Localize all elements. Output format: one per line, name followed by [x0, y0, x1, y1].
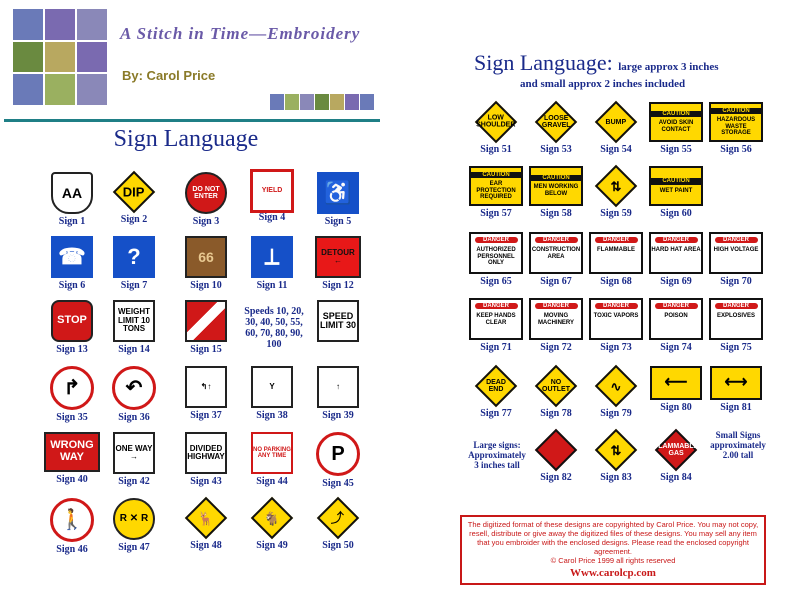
sign-graphic [649, 298, 703, 340]
sign-text: DEAD END [486, 379, 506, 393]
sign-item [104, 236, 164, 291]
sign-graphic: ↑ [317, 366, 359, 408]
large-signs-note: Large signs: Approximately 3 inches tall [468, 440, 526, 470]
sign-caption: Sign 50 [322, 540, 354, 551]
sign-caption: Sign 60 [660, 208, 692, 219]
strip-tile [345, 94, 359, 110]
speeds-note: Speeds 10, 20, 30, 40, 50, 55, 60, 70, 80, 90, 100 [244, 306, 304, 350]
sign-caption: Sign 5 [324, 216, 352, 227]
sign-item [104, 172, 164, 225]
sign-caption: Sign 39 [322, 410, 354, 421]
sign-caption: Sign 12 [322, 280, 354, 291]
logo-tile [12, 8, 44, 41]
sign-graphic [709, 232, 763, 274]
sign-text: FLAMMABLE GAS [653, 443, 699, 458]
sign-item [646, 298, 706, 353]
sign-header: DANGER [595, 237, 638, 243]
sign-item [586, 166, 646, 219]
sign-text: MEN WORKING BELOW [533, 184, 579, 197]
sign-item [586, 430, 646, 483]
sign-graphic: R ✕ R [113, 498, 155, 540]
sign-graphic: NO PARKING ANY TIME [251, 432, 293, 474]
strip-tile [360, 94, 374, 110]
sign-caption: Sign 80 [660, 402, 692, 413]
sign-graphic: ↰↑ [185, 366, 227, 408]
sign-text: NO OUTLET [542, 379, 570, 393]
sign-text: EXPLOSIVES [716, 313, 755, 320]
sign-text: TOXIC VAPORS [593, 313, 639, 320]
sign-graphic: 66 [185, 236, 227, 278]
sign-item [466, 102, 526, 155]
sign-caption: Sign 65 [480, 276, 512, 287]
sign-text: ⇅ [610, 178, 622, 194]
sign-caption: Sign 68 [600, 276, 632, 287]
sign-header: CAUTION [651, 111, 701, 117]
sign-item [466, 298, 526, 353]
sign-caption: Sign 49 [256, 540, 288, 551]
sign-caption: Sign 13 [56, 344, 88, 355]
sign-item [526, 102, 586, 155]
sign-caption: Sign 11 [256, 280, 288, 291]
sign-graphic [589, 232, 643, 274]
sign-caption: Sign 69 [660, 276, 692, 287]
sign-graphic: WEIGHT LIMIT 10 TONS [113, 300, 155, 342]
sign-item [176, 366, 236, 421]
sign-item [526, 166, 586, 219]
sign-item [586, 298, 646, 353]
sign-header: DANGER [535, 237, 578, 243]
sign-caption: Sign 40 [56, 474, 88, 485]
sign-graphic [476, 366, 516, 406]
sign-item [176, 498, 236, 551]
sign-graphic [529, 232, 583, 274]
sign-caption: Sign 15 [190, 344, 222, 355]
sign-caption: Sign 56 [720, 144, 752, 155]
sign-header: CAUTION [711, 108, 761, 114]
sign-text: KEEP HANDS CLEAR [476, 313, 516, 326]
sign-item [646, 232, 706, 287]
left-page-heading: Sign Language [113, 126, 259, 152]
site-title: A Stitch in Time—Embroidery [120, 24, 361, 43]
sign-item [646, 166, 706, 219]
sign-item [706, 366, 766, 413]
sign-graphic: YIELD [253, 172, 291, 210]
sign-text: WET PAINT [659, 187, 693, 194]
sign-caption: Sign 71 [480, 342, 512, 353]
logo-tile [12, 73, 44, 106]
sign-text: HIGH VOLTAGE [713, 247, 759, 254]
sign-item [42, 498, 102, 555]
logo-tile [12, 41, 44, 74]
sign-caption: Sign 55 [660, 144, 692, 155]
sign-text: HARD HAT AREA [651, 247, 701, 254]
sign-item [176, 432, 236, 487]
sign-item [242, 366, 302, 421]
sign-item [42, 432, 102, 485]
sign-text: DIP [123, 184, 145, 200]
right-heading-small: large approx 3 inches [618, 61, 719, 73]
sign-item [526, 430, 586, 483]
logo-tile [44, 41, 76, 74]
sign-header: CAUTION [471, 172, 521, 178]
sign-item [42, 236, 102, 291]
right-heading-main: Sign Language: [474, 50, 613, 75]
sign-graphic [709, 298, 763, 340]
sign-item [706, 232, 766, 287]
sign-item [242, 236, 302, 291]
sign-item [308, 498, 368, 551]
sign-item [308, 236, 368, 291]
decorative-color-strip [270, 94, 375, 110]
logo-tile [76, 8, 108, 41]
sign-item [104, 432, 164, 487]
sign-item [42, 172, 102, 227]
sign-text: MOVING MACHINERY [537, 313, 575, 326]
sign-item [308, 300, 368, 344]
sign-text: ⤴ [331, 510, 345, 526]
small-signs-note: Small Signs approximately 2.00 tall [710, 430, 766, 460]
sign-text: AVOID SKIN CONTACT [658, 120, 694, 133]
sign-header: DANGER [655, 237, 698, 243]
sign-graphic [469, 298, 523, 340]
sign-caption: Sign 35 [56, 412, 88, 423]
sign-graphic [596, 430, 636, 470]
sign-caption: Sign 67 [540, 276, 572, 287]
sign-graphic: ♿ [317, 172, 359, 214]
sign-caption: Sign 73 [600, 342, 632, 353]
sign-caption: Sign 48 [190, 540, 222, 551]
sign-graphic [536, 366, 576, 406]
logo-nautilus-collage [12, 8, 108, 106]
copyright-line: © Carol Price 1999 all rights reserved [550, 556, 676, 565]
sign-caption: Sign 54 [600, 144, 632, 155]
sign-header: CAUTION [531, 175, 581, 181]
sign-text: BUMP [605, 118, 627, 126]
sign-caption: Sign 46 [56, 544, 88, 555]
sign-caption: Sign 53 [540, 144, 572, 155]
sign-item [242, 172, 302, 223]
sign-graphic: 🚶 [50, 498, 94, 542]
website-link[interactable]: Www.carolcp.com [570, 567, 656, 579]
sign-item [646, 102, 706, 155]
sign-item [176, 236, 236, 291]
sign-graphic: DO NOT ENTER [185, 172, 227, 214]
sign-graphic [186, 498, 226, 538]
sign-graphic: ⟷ [710, 366, 762, 400]
sign-text: ⇅ [610, 442, 622, 458]
sign-item [586, 102, 646, 155]
sign-item [586, 366, 646, 419]
sign-item [42, 300, 102, 355]
header-divider [4, 119, 380, 122]
sign-text: HAZARDOUS WASTE STORAGE [716, 117, 756, 136]
sign-graphic [529, 298, 583, 340]
strip-tile [330, 94, 344, 110]
sign-item [586, 232, 646, 287]
sign-caption: Sign 42 [118, 476, 150, 487]
sign-graphic: STOP [51, 300, 93, 342]
sign-item [308, 172, 368, 227]
sign-graphic [596, 166, 636, 206]
sign-caption: Sign 10 [190, 280, 222, 291]
sign-header: DANGER [475, 303, 518, 309]
sign-text: 🦌 [197, 510, 215, 526]
sign-item [466, 232, 526, 287]
sign-text: ∿ [610, 378, 622, 394]
sign-graphic [536, 430, 576, 470]
sign-graphic [649, 166, 703, 206]
sign-graphic: ? [113, 236, 155, 278]
sign-graphic [469, 166, 523, 206]
sign-graphic [536, 102, 576, 142]
logo-tile [44, 8, 76, 41]
sign-header: DANGER [715, 303, 758, 309]
sign-graphic [589, 298, 643, 340]
right-page-subheading: and small approx 2 inches included [520, 78, 686, 90]
sign-caption: Sign 59 [600, 208, 632, 219]
sign-text: AUTHORIZED PERSONNEL ONLY [476, 247, 516, 266]
sign-item [308, 366, 368, 421]
sign-text: FLAMMABLE [597, 247, 635, 254]
sign-item [526, 298, 586, 353]
sign-item [176, 300, 236, 355]
sign-item [646, 366, 706, 413]
sign-caption: Sign 72 [540, 342, 572, 353]
sign-graphic: DETOUR ← [315, 236, 361, 278]
sign-header: DANGER [715, 237, 758, 243]
sign-caption: Sign 81 [720, 402, 752, 413]
sign-caption: Sign 79 [600, 408, 632, 419]
sign-text: EAR PROTECTION REQUIRED [476, 181, 516, 200]
sign-caption: Sign 77 [480, 408, 512, 419]
sign-text: 🐐 [263, 510, 281, 526]
sign-item [242, 432, 302, 487]
sign-item [308, 432, 368, 489]
sign-graphic: P [316, 432, 360, 476]
sign-caption: Sign 51 [480, 144, 512, 155]
sign-caption: Sign 38 [256, 410, 288, 421]
sign-caption: Sign 83 [600, 472, 632, 483]
sign-caption: Sign 3 [192, 216, 220, 227]
sign-item [466, 366, 526, 419]
sign-caption: Sign 43 [190, 476, 222, 487]
sign-caption: Sign 6 [58, 280, 86, 291]
strip-tile [315, 94, 329, 110]
sign-graphic: ⟂ [251, 236, 293, 278]
sign-graphic: DIVIDED HIGHWAY [185, 432, 227, 474]
sign-header: CAUTION [651, 178, 701, 184]
sign-item [466, 166, 526, 219]
sign-graphic [653, 430, 699, 470]
copyright-box [460, 515, 766, 585]
sign-graphic [596, 102, 636, 142]
sign-graphic: ONE WAY → [113, 432, 155, 474]
sign-caption: Sign 44 [256, 476, 288, 487]
sign-item [706, 102, 766, 155]
sign-caption: Sign 4 [258, 212, 286, 223]
sign-text: LOOSE GRAVEL [541, 115, 571, 129]
sign-header: DANGER [595, 303, 638, 309]
sign-text: POISON [664, 313, 688, 320]
sign-graphic [649, 102, 703, 142]
sign-header: DANGER [655, 303, 698, 309]
sign-text: LOW SHOULDER [476, 115, 516, 129]
sign-graphic [318, 498, 358, 538]
sign-caption: Sign 37 [190, 410, 222, 421]
sign-graphic [709, 102, 763, 142]
sign-graphic [114, 172, 154, 212]
sign-item [526, 232, 586, 287]
sign-caption: Sign 45 [322, 478, 354, 489]
sign-item [706, 298, 766, 353]
sign-item [526, 366, 586, 419]
strip-tile [300, 94, 314, 110]
sign-caption: Sign 7 [120, 280, 148, 291]
sign-caption: Sign 58 [540, 208, 572, 219]
sign-graphic: ⟵ [650, 366, 702, 400]
logo-tile [76, 73, 108, 106]
sign-item [104, 300, 164, 355]
sign-header: DANGER [475, 237, 518, 243]
sign-caption: Sign 78 [540, 408, 572, 419]
sign-caption: Sign 75 [720, 342, 752, 353]
sign-text: CONSTRUCTION AREA [531, 247, 581, 260]
sign-caption: Sign 36 [118, 412, 150, 423]
logo-tile [44, 73, 76, 106]
sign-item [104, 498, 164, 553]
sign-graphic [529, 166, 583, 206]
sign-item [42, 366, 102, 423]
sign-graphic [649, 232, 703, 274]
author-line: By: Carol Price [122, 68, 216, 83]
sign-caption: Sign 70 [720, 276, 752, 287]
sign-caption: Sign 1 [58, 216, 86, 227]
strip-tile [285, 94, 299, 110]
sign-graphic [185, 300, 227, 342]
sign-caption: Sign 84 [660, 472, 692, 483]
sign-graphic [252, 498, 292, 538]
sign-graphic [469, 232, 523, 274]
sign-graphic: Y [251, 366, 293, 408]
sign-item [104, 366, 164, 423]
right-page-heading [474, 50, 719, 76]
sign-graphic: AA [51, 172, 93, 214]
sign-graphic [476, 102, 516, 142]
sign-item [176, 172, 236, 227]
sign-graphic: ↱ [50, 366, 94, 410]
sign-caption: Sign 57 [480, 208, 512, 219]
strip-tile [270, 94, 284, 110]
sign-caption: Sign 82 [540, 472, 572, 483]
sign-caption: Sign 2 [120, 214, 148, 225]
sign-caption: Sign 14 [118, 344, 150, 355]
sign-graphic: SPEED LIMIT 30 [317, 300, 359, 342]
sign-item [646, 430, 706, 483]
sign-item [242, 498, 302, 551]
sign-header: DANGER [535, 303, 578, 309]
sign-graphic: ↶ [112, 366, 156, 410]
sign-graphic: ☎ [51, 236, 93, 278]
sign-graphic [596, 366, 636, 406]
copyright-text: The digitized format of these designs are copyrighted by Carol Price. You may not copy, resell, distribute or give away the digitized files of these designs. You may sell any item that you embroider with the enclosed designs. Please read the enclosed copyright agreement. [467, 520, 759, 556]
sign-graphic: WRONG WAY [44, 432, 100, 472]
sign-caption: Sign 74 [660, 342, 692, 353]
logo-tile [76, 41, 108, 74]
sign-caption: Sign 47 [118, 542, 150, 553]
